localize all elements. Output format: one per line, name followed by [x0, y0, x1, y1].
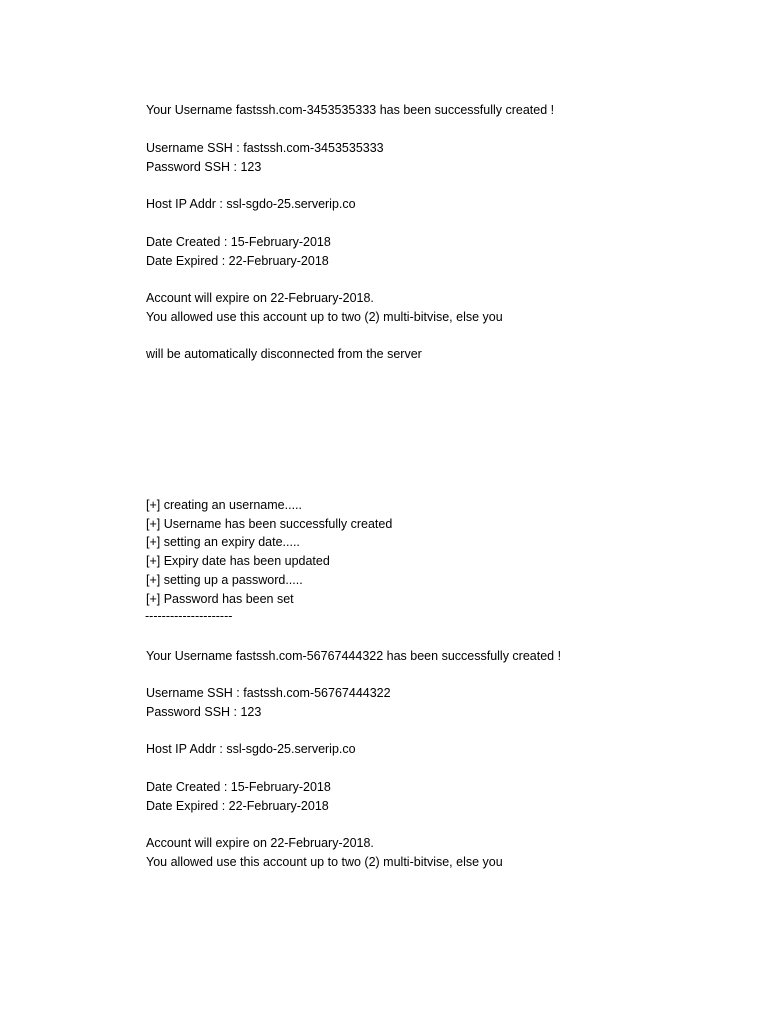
disconnect-notice: will be automatically disconnected from the server	[146, 347, 422, 361]
allowed-notice: You allowed use this account up to two (2) multi-bitvise, else you	[146, 855, 503, 869]
username-line: Username SSH : fastssh.com-56767444322	[146, 686, 391, 700]
username-line: Username SSH : fastssh.com-3453535333	[146, 141, 384, 155]
expire-notice: Account will expire on 22-February-2018.	[146, 291, 374, 305]
allowed-notice: You allowed use this account up to two (2) multi-bitvise, else you	[146, 310, 503, 324]
date-created-line: Date Created : 15-February-2018	[146, 235, 331, 249]
host-line: Host IP Addr : ssl-sgdo-25.serverip.co	[146, 197, 356, 211]
log-line: [+] setting up a password.....	[146, 573, 303, 587]
log-line: [+] Password has been set	[146, 592, 294, 606]
expire-notice: Account will expire on 22-February-2018.	[146, 836, 374, 850]
separator-line: ---------------------	[145, 609, 233, 623]
log-line: [+] Username has been successfully created	[146, 517, 393, 531]
created-message: Your Username fastssh.com-56767444322 has been successfully created !	[146, 649, 562, 663]
log-line: [+] Expiry date has been updated	[146, 554, 330, 568]
date-expired-line: Date Expired : 22-February-2018	[146, 799, 329, 813]
date-created-line: Date Created : 15-February-2018	[146, 780, 331, 794]
password-line: Password SSH : 123	[146, 705, 262, 719]
log-line: [+] creating an username.....	[146, 498, 302, 512]
date-expired-line: Date Expired : 22-February-2018	[146, 254, 329, 268]
host-line: Host IP Addr : ssl-sgdo-25.serverip.co	[146, 742, 356, 756]
created-message: Your Username fastssh.com-3453535333 has been successfully created !	[146, 103, 555, 117]
log-line: [+] setting an expiry date.....	[146, 535, 300, 549]
password-line: Password SSH : 123	[146, 160, 262, 174]
